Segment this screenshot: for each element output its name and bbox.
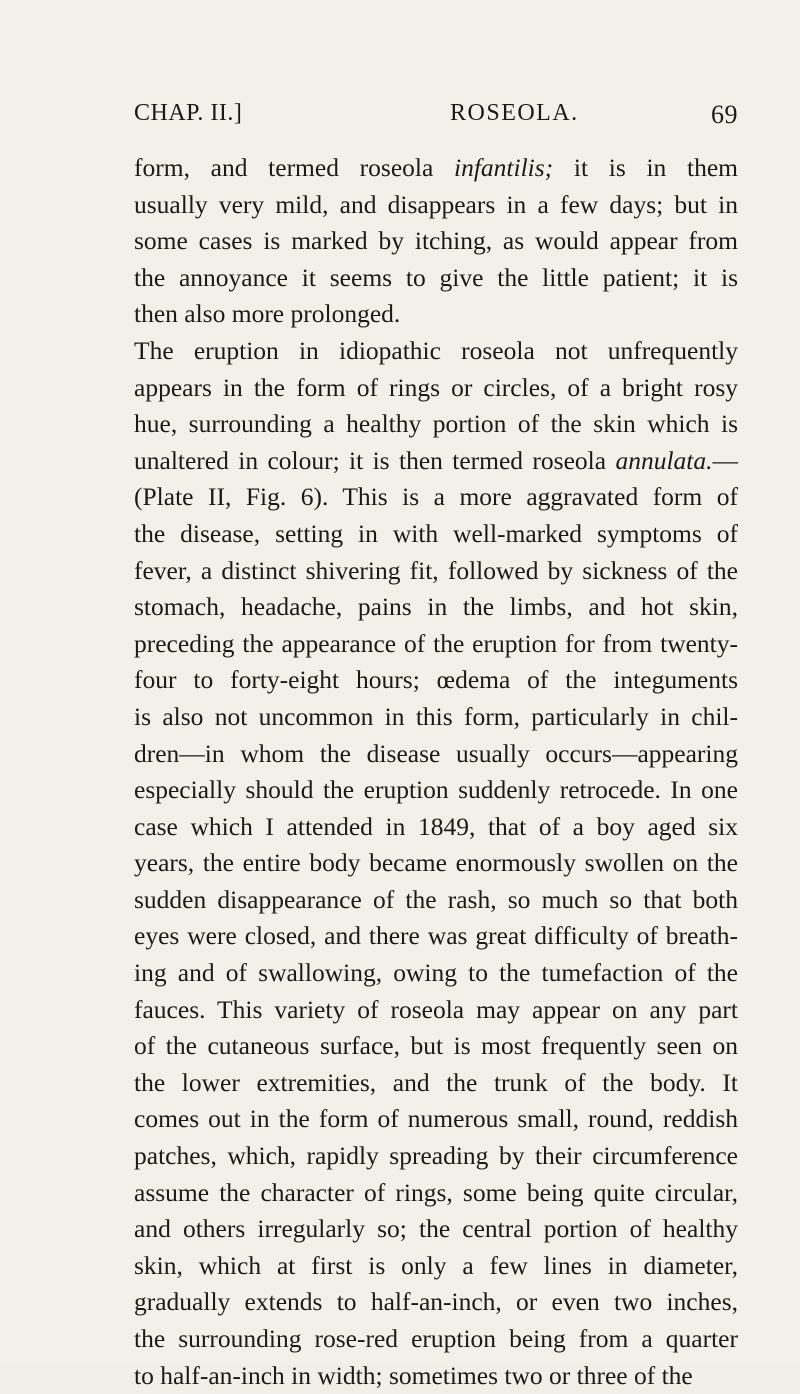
text-run: form, and termed roseola xyxy=(134,153,454,182)
text-line xyxy=(134,479,738,516)
text-run: — xyxy=(712,445,738,475)
text-run: years, the entire body became enormously swollen on the xyxy=(134,848,738,878)
text-line xyxy=(134,1175,738,1212)
text-line xyxy=(134,845,738,882)
text-line xyxy=(134,1138,738,1175)
text-run: assume the character of rings, some being quite circular, xyxy=(134,1177,738,1207)
text-run: it is in them xyxy=(553,153,738,182)
text-run: patches, which, rapidly spreading by their circumference xyxy=(134,1141,738,1171)
text-run: the surrounding rose-red eruption being from a quarter xyxy=(134,1324,738,1353)
text-line xyxy=(134,1028,738,1065)
text-run: stomach, headache, pains in the limbs, and hot skin, xyxy=(134,592,738,622)
text-run: some cases is marked by itching, as would appear from xyxy=(134,226,738,256)
text-run: fever, a distinct shivering fit, followed by sickness of the xyxy=(134,555,738,585)
text-run: appears in the form of rings or circles, of a bright rosy xyxy=(134,372,738,402)
running-header xyxy=(134,100,738,140)
text-run: gradually extends to half-an-inch, or even two inches, xyxy=(134,1287,738,1317)
text-run: the lower extremities, and the trunk of the body. It xyxy=(134,1067,738,1097)
text-line xyxy=(134,736,738,773)
text-line xyxy=(134,1248,738,1285)
text-run: skin, which at first is only a few lines in diameter, xyxy=(134,1250,738,1280)
text-run: preceding the appearance of the eruption for from twenty- xyxy=(134,628,738,658)
text-line xyxy=(134,406,738,443)
text-run: The eruption in idiopathic roseola not unfrequently xyxy=(134,335,738,365)
text-run: fauces. This variety of roseola may appear on any part xyxy=(134,994,738,1024)
text-line xyxy=(134,955,738,992)
text-run: ing and of swallowing, owing to the tumefaction of the xyxy=(134,958,738,988)
page-number: 69 xyxy=(711,100,738,129)
text-line xyxy=(134,772,738,809)
italic-term: annulata. xyxy=(615,445,713,475)
italic-term: infantilis; xyxy=(454,153,554,182)
chapter-label: CHAP. II.] xyxy=(134,100,243,126)
text-run: case which I attended in 1849, that of a boy aged six xyxy=(134,811,738,841)
text-run: and others irregularly so; the central portion of healthy xyxy=(134,1214,738,1244)
text-run: dren—in whom the disease usually occurs—appearing xyxy=(134,738,738,768)
text-line xyxy=(134,1358,738,1394)
text-run: to half-an-inch in width; sometimes two or three of the xyxy=(134,1360,693,1390)
text-line xyxy=(134,589,738,626)
text-line xyxy=(134,882,738,919)
text-line xyxy=(134,370,738,407)
text-run: comes out in the form of numerous small, round, reddish xyxy=(134,1104,738,1134)
text-line xyxy=(134,662,738,699)
text-line xyxy=(134,443,738,480)
text-line xyxy=(134,626,738,663)
text-line xyxy=(134,187,738,224)
running-title: ROSEOLA. xyxy=(450,100,579,126)
text-line xyxy=(134,1284,738,1321)
text-run: especially should the eruption suddenly retrocede. In one xyxy=(134,775,738,805)
text-run: usually very mild, and disappears in a few days; but in xyxy=(134,189,738,219)
text-line xyxy=(134,516,738,553)
text-line xyxy=(134,1101,738,1138)
text-line xyxy=(134,1211,738,1248)
text-line xyxy=(134,1065,738,1102)
text-line xyxy=(134,553,738,590)
text-run: the disease, setting in with well-marked symptoms of xyxy=(134,518,738,548)
text-line xyxy=(134,809,738,846)
text-run: the annoyance it seems to give the little patient; it is xyxy=(134,262,738,292)
body-text xyxy=(134,150,738,1394)
text-line xyxy=(134,918,738,955)
text-line xyxy=(134,699,738,736)
text-run: then also more prolonged. xyxy=(134,299,401,329)
text-run: sudden disappearance of the rash, so much so that both xyxy=(134,884,738,914)
text-run: four to forty-eight hours; œdema of the integuments xyxy=(134,665,738,695)
text-run: unaltered in colour; it is then termed roseola xyxy=(134,445,616,475)
text-run: is also not uncommon in this form, particularly in chil- xyxy=(134,701,738,731)
text-line xyxy=(134,1321,738,1358)
text-line xyxy=(134,150,738,187)
text-line xyxy=(134,333,738,370)
text-run: (Plate II, Fig. 6). This is a more aggravated form of xyxy=(134,482,738,512)
text-line xyxy=(134,992,738,1029)
text-run: hue, surrounding a healthy portion of the skin which is xyxy=(134,409,738,439)
text-line xyxy=(134,223,738,260)
text-run: of the cutaneous surface, but is most frequently seen on xyxy=(134,1031,738,1061)
text-run: eyes were closed, and there was great difficulty of breath- xyxy=(134,921,738,951)
text-line xyxy=(134,260,738,297)
text-line xyxy=(134,296,738,333)
